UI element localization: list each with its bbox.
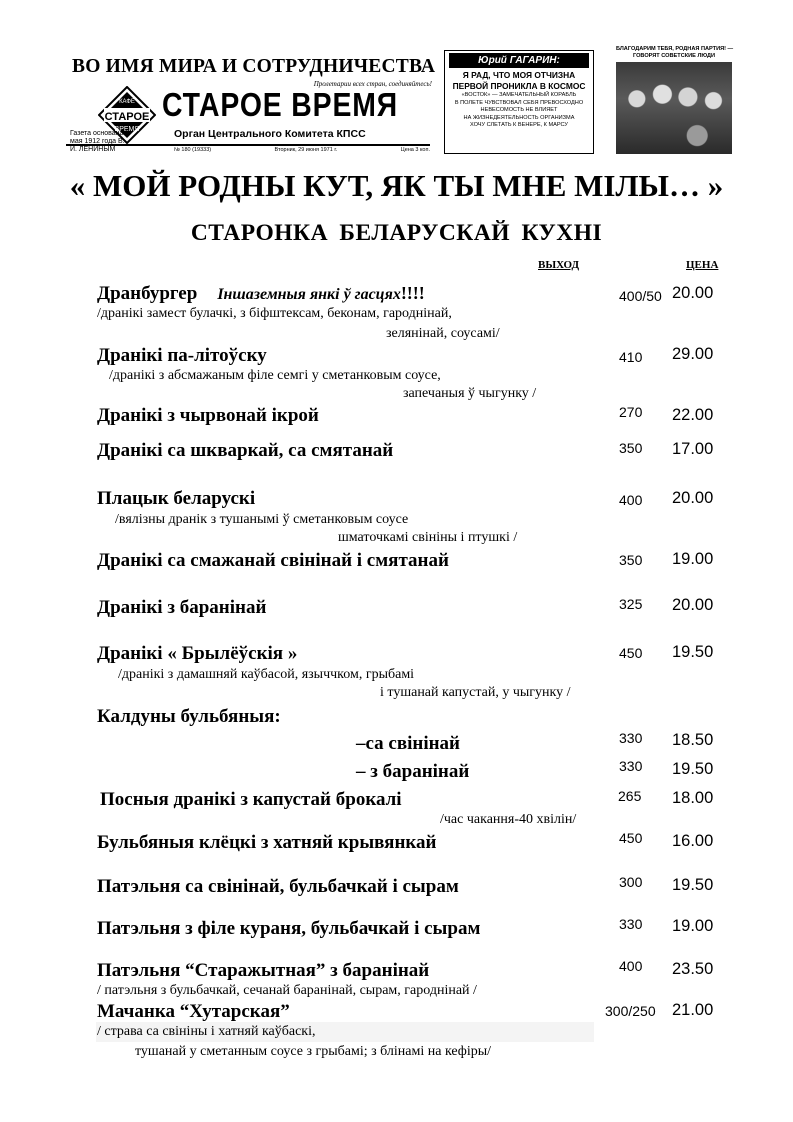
masthead-rule bbox=[66, 144, 430, 146]
menu-item-weight: 330 bbox=[619, 730, 643, 746]
menu-item-weight: 300 bbox=[619, 874, 643, 890]
menu-item-price: 18.50 bbox=[672, 731, 714, 749]
menu-item-price: 18.00 bbox=[672, 789, 714, 807]
menu-item-name: – з баранінай bbox=[356, 761, 470, 782]
menu-item-desc: зелянінай, соусамі/ bbox=[386, 326, 500, 341]
menu-item-weight: 300/250 bbox=[605, 1003, 656, 1019]
gagarin-box bbox=[444, 50, 594, 154]
menu-item-price: 23.50 bbox=[672, 960, 714, 978]
menu-item-name: Дранікі па-літоўску bbox=[97, 345, 267, 366]
menu-item-name: Дранікі з чырвонай ікрой bbox=[97, 405, 319, 426]
page-subtitle: СТАРОНКА БЕЛАРУСКАЙ КУХНІ bbox=[190, 220, 603, 246]
issue-date: Вторник, 29 июня 1971 г. bbox=[274, 147, 338, 153]
menu-item-desc: /дранікі з абсмажаным філе семгі у сметанковым соусе, bbox=[109, 368, 441, 383]
menu-item-price: 19.00 bbox=[672, 917, 714, 935]
menu-item-desc: шматочкамі свініны і птушкі / bbox=[338, 530, 518, 545]
menu-item-name: Дранікі са смажанай свінінай і смятанай bbox=[97, 550, 449, 571]
menu-item-promo-mark: !!!! bbox=[400, 283, 425, 303]
column-header-weight: ВЫХОД bbox=[538, 259, 580, 271]
gagarin-line-4: В ПОЛЕТЕ ЧУВСТВОВАЛ СЕБЯ ПРЕВОСХОДНО bbox=[454, 99, 584, 106]
menu-item-name: Дранікі « Брылёўскія » bbox=[97, 643, 298, 664]
menu-item-price: 16.00 bbox=[672, 832, 714, 850]
gagarin-line-2: ПЕРВОЙ ПРОНИКЛА В КОСМОС bbox=[452, 81, 586, 91]
menu-item-price: 19.50 bbox=[672, 643, 714, 661]
menu-item-weight: 330 bbox=[619, 758, 643, 774]
masthead-slogan: ВО ИМЯ МИРА И СОТРУДНИЧЕСТВА bbox=[72, 56, 436, 77]
menu-item-name: Калдуны бульбяныя: bbox=[97, 706, 281, 727]
column-header-price: ЦЕНА bbox=[686, 259, 719, 271]
menu-item-price: 17.00 bbox=[672, 440, 714, 458]
menu-item-price: 20.00 bbox=[672, 596, 714, 614]
menu-item-weight: 330 bbox=[619, 916, 643, 932]
newspaper-photo-block bbox=[616, 46, 732, 158]
menu-item-name: –са свінінай bbox=[356, 733, 461, 754]
menu-item-price: 19.50 bbox=[672, 876, 714, 894]
menu-item-name: Посныя дранікі з капустай брокалі bbox=[100, 789, 402, 810]
menu-item-promo: Іншаземныя янкі ў гасцях bbox=[217, 286, 401, 303]
menu-item-price: 21.00 bbox=[672, 1001, 714, 1019]
menu-item-price: 19.00 bbox=[672, 550, 714, 568]
menu-item-weight: 350 bbox=[619, 552, 643, 568]
menu-item-weight: 400/50 bbox=[619, 288, 662, 304]
menu-item-weight: 410 bbox=[619, 349, 643, 365]
newspaper-masthead bbox=[64, 46, 732, 158]
menu-item-weight: 270 bbox=[619, 404, 643, 420]
menu-item-price: 20.00 bbox=[672, 489, 714, 507]
menu-item-desc: /вялізны дранік з тушанымі ў сметанковым соусе bbox=[115, 512, 409, 527]
logo-text-top: КАФЕ bbox=[119, 99, 135, 105]
newspaper-name: СТАРОЕ ВРЕМЯ bbox=[162, 86, 398, 123]
menu-item-name: Дранбургер Іншаземныя янкі ў гасцях!!!! bbox=[97, 283, 425, 304]
menu-item-desc: /дранікі замест булачкі, з біфштексам, беконам, гароднінай, bbox=[97, 306, 452, 321]
menu-item-weight: 350 bbox=[619, 440, 643, 456]
menu-item-desc: /час чакання-40 хвілін/ bbox=[440, 812, 577, 827]
masthead-slogan-sub: Пролетарии всех стран, соединяйтесь! bbox=[313, 80, 432, 88]
newspaper-organ: Орган Центрального Комитета КПСС bbox=[174, 128, 366, 140]
menu-item-price: 19.50 bbox=[672, 760, 714, 778]
gagarin-line-7: ХОЧУ СЛЕТАТЬ К ВЕНЕРЕ, К МАРСУ bbox=[470, 122, 568, 128]
menu-item-price: 22.00 bbox=[672, 406, 714, 424]
menu-item-desc: тушанай у сметанным соусе з грыбамі; з блінамі на кефіры/ bbox=[135, 1044, 492, 1059]
gagarin-line-5: НЕВЕСОМОСТЬ НЕ ВЛИЯЕТ bbox=[480, 107, 558, 113]
gagarin-head: Юрий ГАГАРИН: bbox=[449, 53, 589, 68]
menu-item-desc: / страва са свініны і хатняй каўбаскі, bbox=[97, 1024, 316, 1039]
page-title: « МОЙ РОДНЫ КУТ, ЯК ТЫ МНЕ МІЛЫ… » bbox=[69, 168, 724, 203]
menu-item-weight: 265 bbox=[618, 788, 642, 804]
issue-price: Цена 3 коп. bbox=[400, 147, 430, 153]
photo-caption-2: ГОВОРЯТ СОВЕТСКИЕ ЛЮДИ bbox=[632, 53, 716, 59]
menu-item-name: Патэльня “Старажытная” з баранінай bbox=[97, 960, 430, 981]
menu-item-name: Дранікі са шкваркай, са смятанай bbox=[97, 440, 394, 461]
menu-item-weight: 450 bbox=[619, 830, 643, 846]
logo-text-mid: СТАРОЕ bbox=[104, 111, 150, 123]
menu-item-name: Дранікі з баранінай bbox=[97, 597, 267, 618]
menu-item-price: 29.00 bbox=[672, 345, 714, 363]
gagarin-line-1: Я РАД, ЧТО МОЯ ОТЧИЗНА bbox=[462, 70, 576, 80]
gagarin-line-6: НА ЖИЗНЕДЕЯТЕЛЬНОСТЬ ОРГАНИЗМА bbox=[463, 114, 575, 121]
menu-item-name: Патэльня са свінінай, бульбачкай і сырам bbox=[97, 876, 459, 897]
menu-item-price: 20.00 bbox=[672, 284, 714, 302]
menu-item-weight: 400 bbox=[619, 958, 643, 974]
menu-item-name: Бульбяныя клёцкі з хатняй крывянкай bbox=[97, 832, 437, 853]
issue-line bbox=[174, 147, 430, 153]
gagarin-line-3: «ВОСТОК» — ЗАМЕЧАТЕЛЬНЫЙ КОРАБЛЬ bbox=[461, 92, 577, 98]
menu-item-desc: /дранікі з дамашняй каўбасой, языччком, грыбамі bbox=[118, 667, 415, 682]
issue-number: № 180 (19333) bbox=[174, 147, 212, 153]
menu-item-weight: 325 bbox=[619, 596, 643, 612]
menu-item-name: Патэльня з філе кураня, бульбачкай і сырам bbox=[97, 918, 481, 939]
newspaper-founded: Газета основана 5 мая 1912 года В. И. ЛЕНИНЫМ bbox=[70, 130, 130, 153]
people-photo-icon bbox=[616, 62, 732, 154]
menu-item-desc: / патэльня з бульбачкай, сечанай баранінай, сырам, гароднінай / bbox=[97, 983, 477, 998]
logo-text-bottom: ВРЕМЯ bbox=[114, 126, 140, 133]
menu-item-weight: 400 bbox=[619, 492, 643, 508]
menu-item-weight: 450 bbox=[619, 645, 643, 661]
menu-item-desc: запечаныя ў чыгунку / bbox=[403, 386, 537, 401]
newspaper-nameplate bbox=[64, 46, 436, 158]
menu-item-name: Плацык беларускі bbox=[97, 488, 256, 509]
menu-item-desc: і тушанай капустай, у чыгунку / bbox=[380, 685, 571, 700]
menu-item-name: Мачанка “Хутарская” bbox=[97, 1001, 290, 1022]
photo-caption-1: БЛАГОДАРИМ ТЕБЯ, РОДНАЯ ПАРТИЯ! — bbox=[616, 46, 734, 52]
